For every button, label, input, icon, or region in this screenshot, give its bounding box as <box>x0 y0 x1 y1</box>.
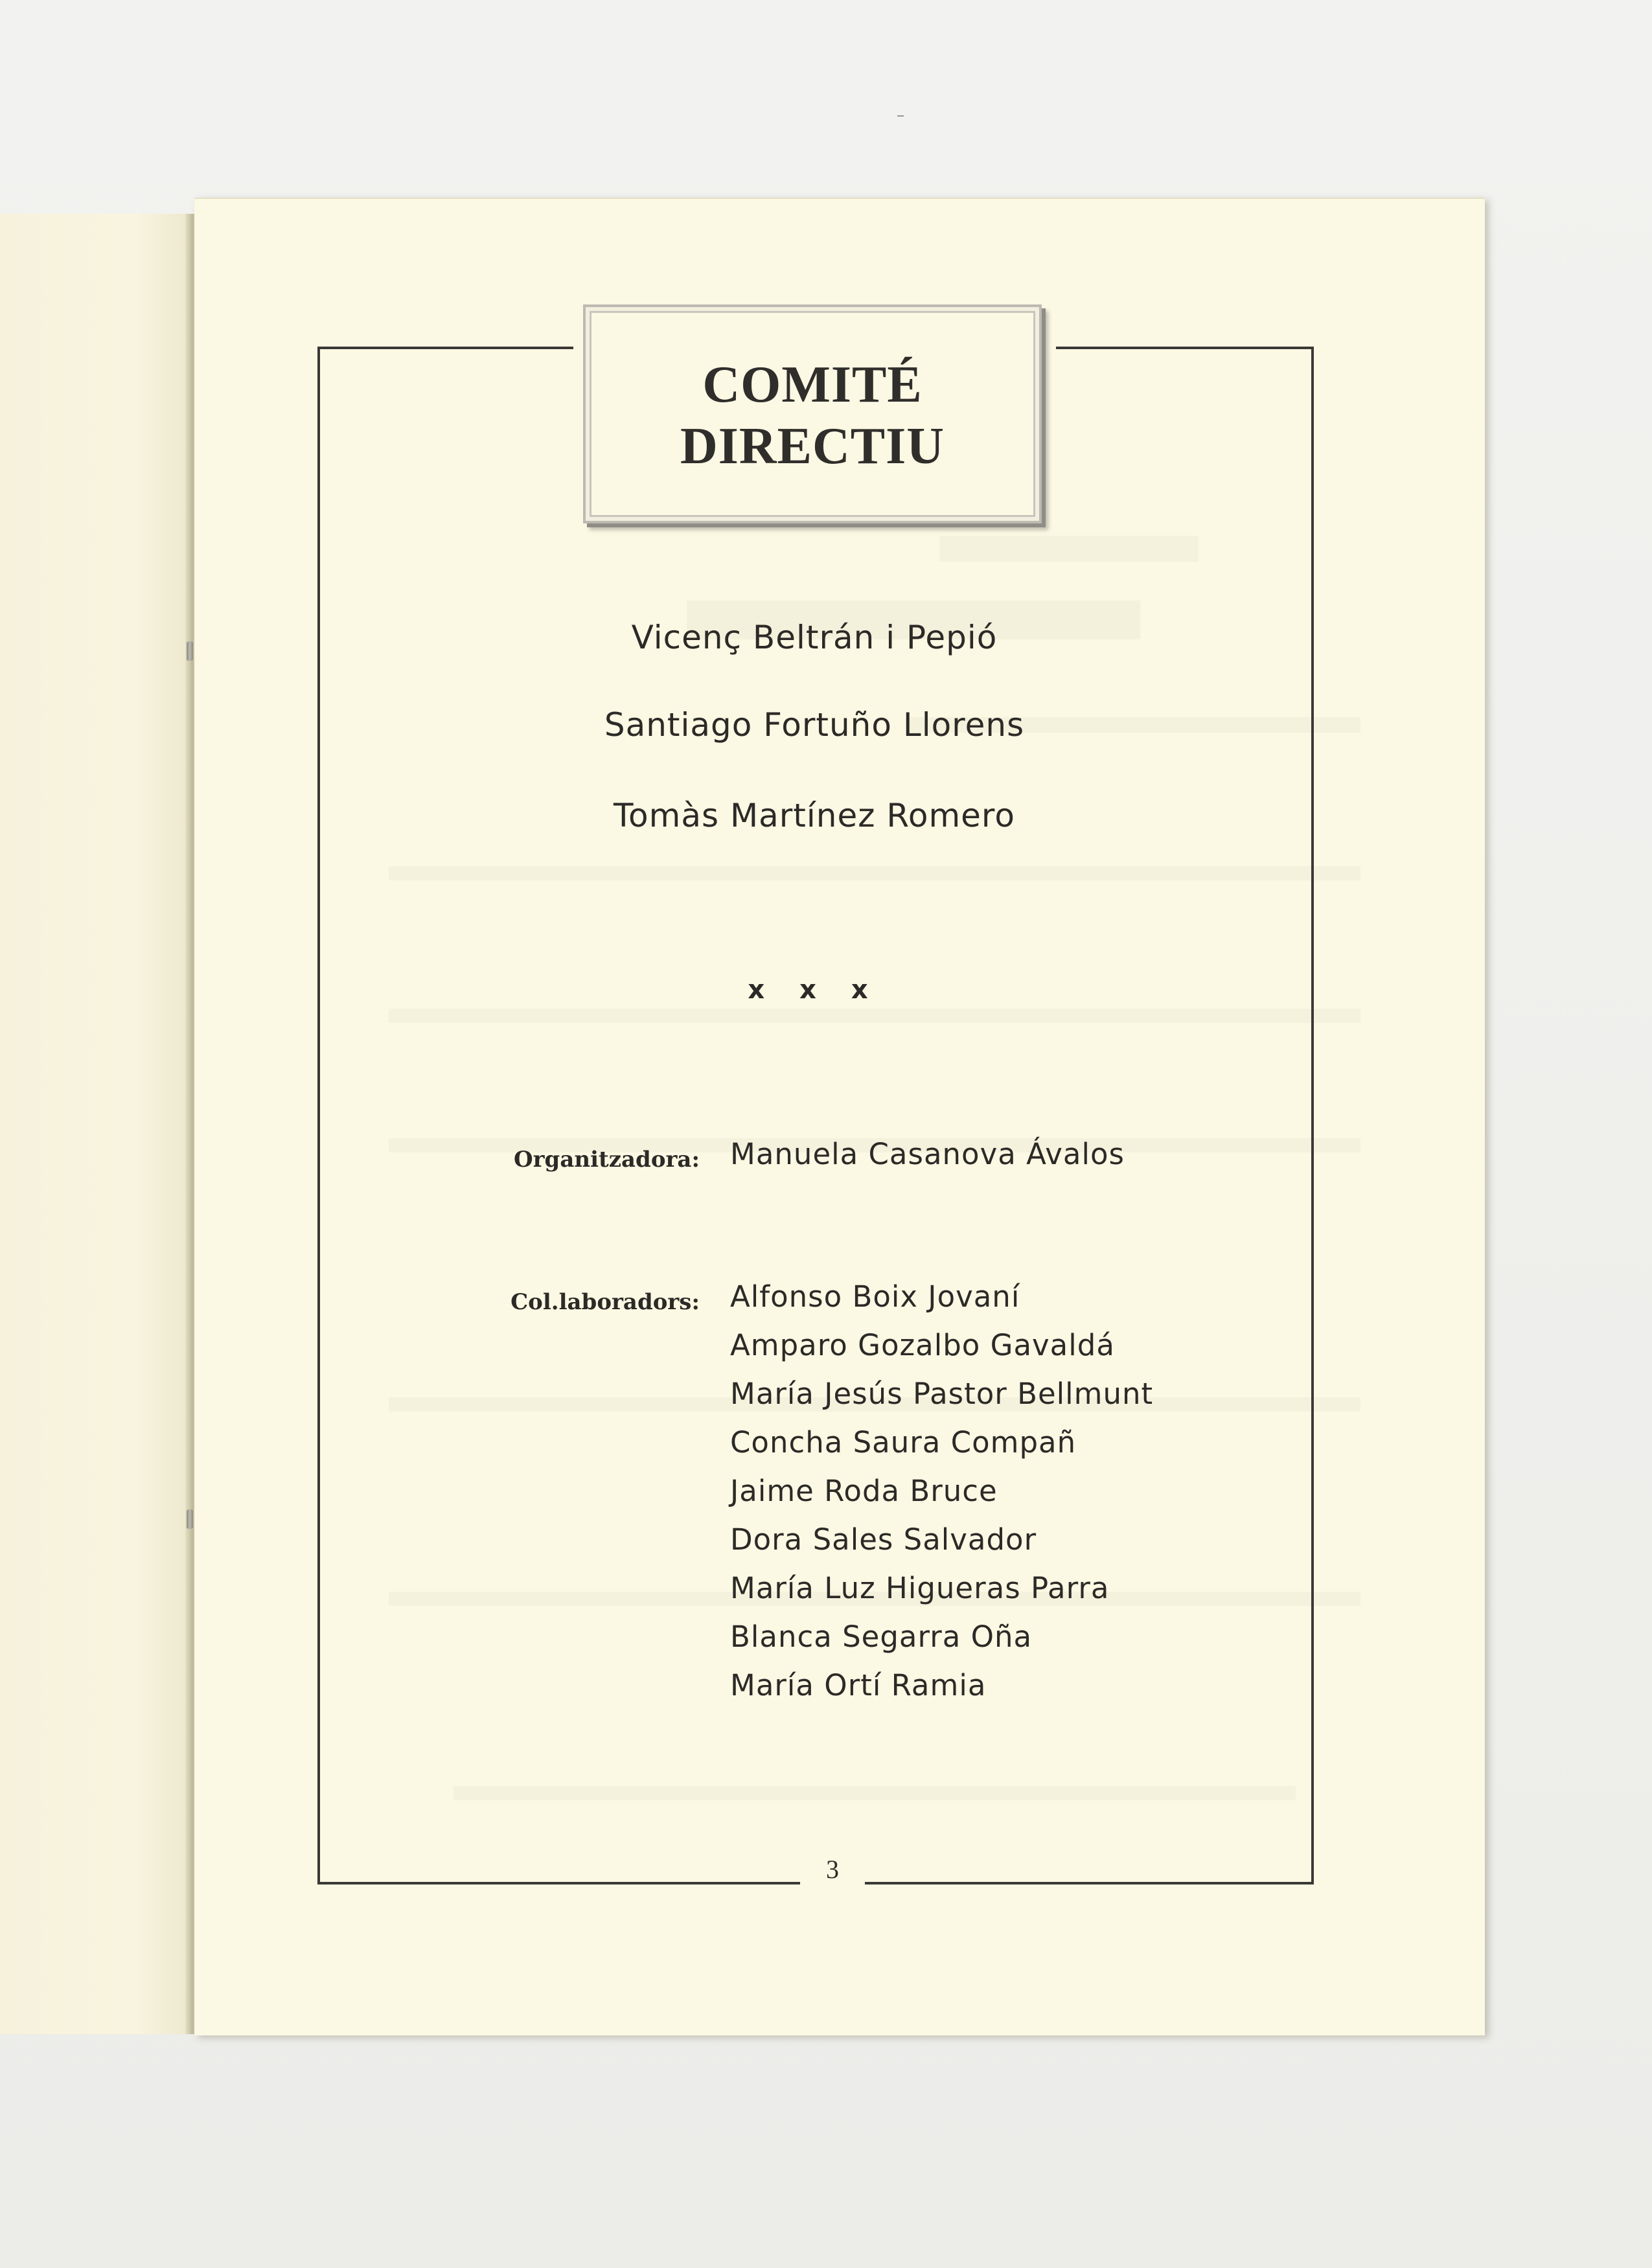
left-page <box>0 214 196 2034</box>
organizer-label: Organitzadora: <box>514 1147 700 1173</box>
organizer-name: Manuela Casanova Ávalos <box>730 1137 1125 1171</box>
collaborator-name: Jaime Roda Bruce <box>730 1474 998 1508</box>
collaborator-name: María Luz Higueras Parra <box>730 1571 1110 1605</box>
title-line-1: COMITÉ <box>702 356 923 413</box>
collaborator-name: Alfonso Boix Jovaní <box>730 1279 1020 1314</box>
collaborator-name: Dora Sales Salvador <box>730 1522 1037 1557</box>
member-name: Tomàs Martínez Romero <box>614 797 1015 834</box>
frame-top-left-rule <box>317 347 573 349</box>
member-name: Santiago Fortuño Llorens <box>604 706 1025 744</box>
collaborator-name: Blanca Segarra Oña <box>730 1620 1033 1654</box>
collaborator-name: Concha Saura Compañ <box>730 1425 1077 1460</box>
separator-marks: x x x <box>748 975 881 1005</box>
staple-bottom <box>187 1509 193 1529</box>
frame-top-right-rule <box>1056 347 1311 349</box>
member-name: Vicenç Beltrán i Pepió <box>631 619 998 656</box>
collaborator-name: María Jesús Pastor Bellmunt <box>730 1377 1154 1411</box>
collaborator-name: Amparo Gozalbo Gavaldá <box>730 1328 1115 1362</box>
title-line-2: DIRECTIU <box>680 418 945 475</box>
collaborator-name: María Ortí Ramia <box>730 1668 987 1702</box>
staple-top <box>187 641 193 661</box>
title-box <box>583 304 1042 523</box>
scan-mark <box>897 115 904 117</box>
collaborators-label: Col.laboradors: <box>511 1289 700 1315</box>
page-number: 3 <box>800 1854 865 1884</box>
